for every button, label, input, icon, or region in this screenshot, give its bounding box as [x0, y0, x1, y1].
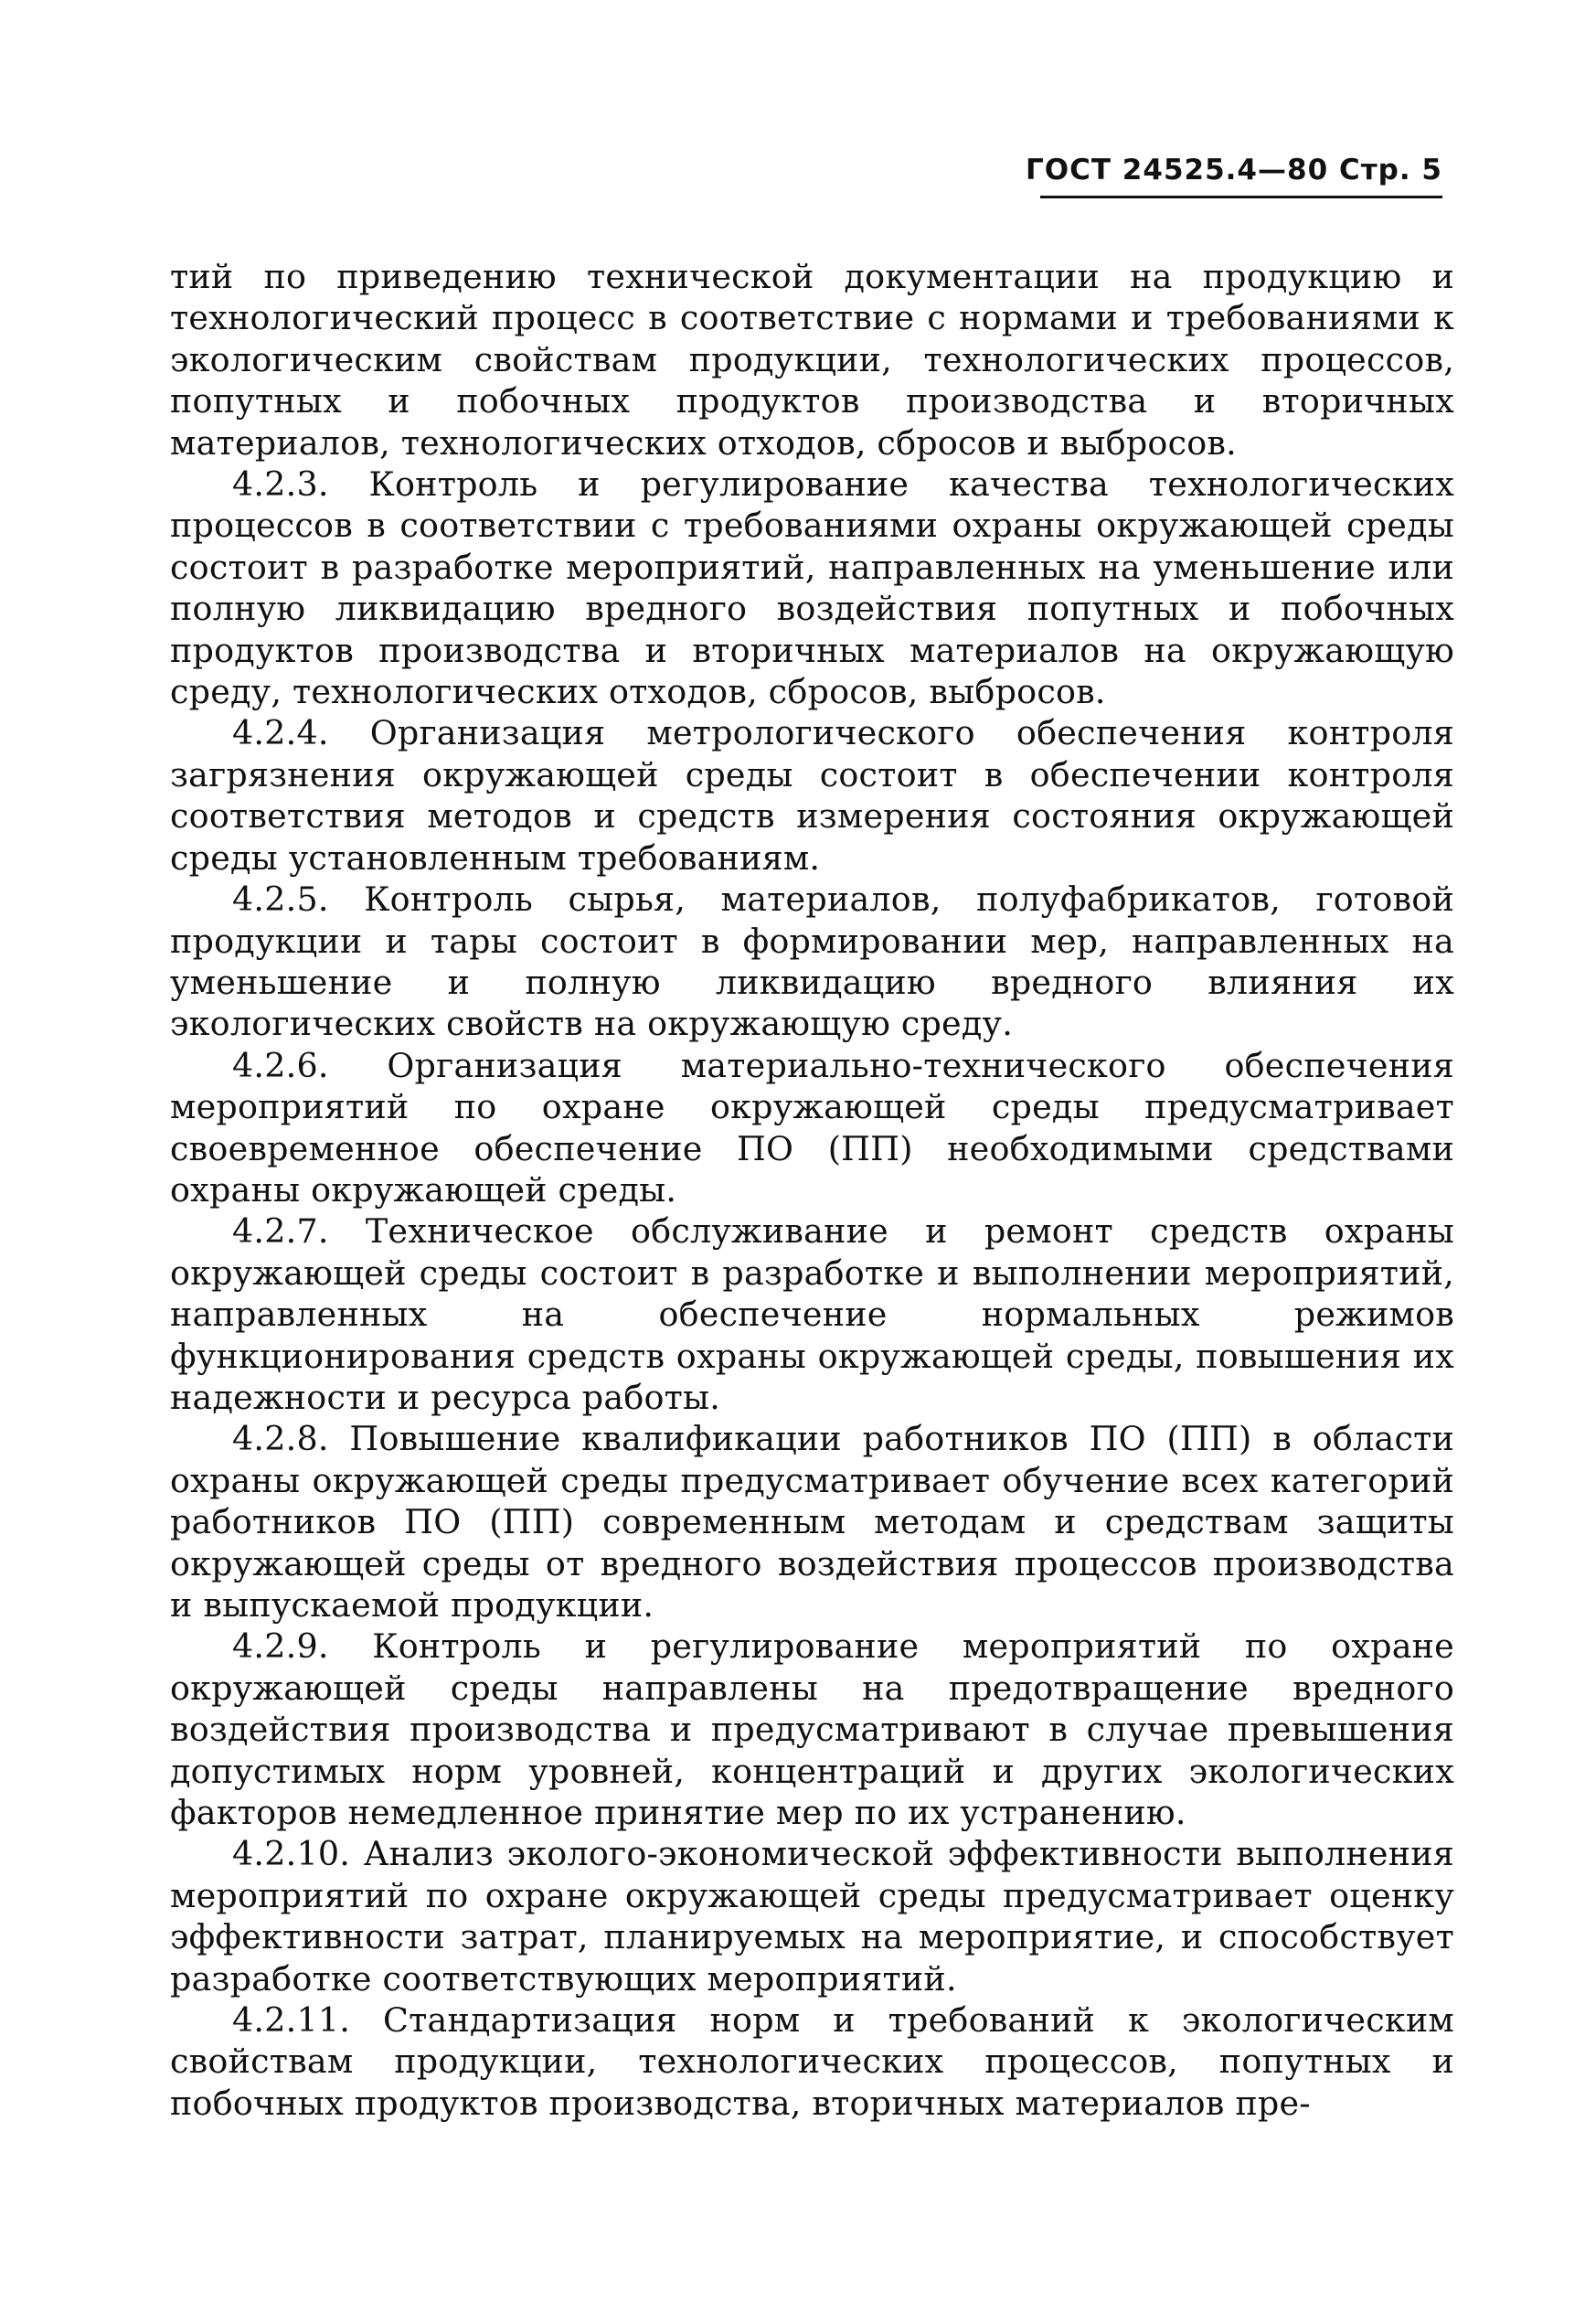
paragraph-4-2-8: 4.2.8. Повышение квалификации работников ПО (ПП) в области охраны окружающей среды предусматривает обучение всех категорий работников ПО (ПП) современным методам и средствам защиты окружающей среды от вредного воздействия процессов производства и выпускаемой продукции.: [170, 1419, 1454, 1625]
paragraph-continuation: тий по приведению технической документации на продукцию и технологический процесс в соответствие с нормами и требованиями к экологическим свойствам продукции, технологических процессов, попутных и побочных продуктов производства и вторичных материалов, технологических отходов, сбросов и выбросов.: [170, 257, 1454, 463]
page-header: [1026, 154, 1442, 198]
document-body: [170, 256, 1454, 2124]
paragraph-4-2-10: 4.2.10. Анализ эколого-экономической эффективности выполнения мероприятий по охране окружающей среды предусматривает оценку эффективности затрат, планируемых на мероприятие, и способствует разработке соответствующих мероприятий.: [170, 1834, 1454, 1999]
paragraph-4-2-6: 4.2.6. Организация материально-технического обеспечения мероприятий по охране окружающей среды предусматривает своевременное обеспечение ПО (ПП) необходимыми средствами охраны окружающей среды.: [170, 1045, 1454, 1210]
paragraph-4-2-4: 4.2.4. Организация метрологического обеспечения контроля загрязнения окружающей среды состоит в обеспечении контроля соответствия методов и средств измерения состояния окружающей среды установленным требованиям.: [170, 713, 1454, 878]
header-rule: [1040, 196, 1442, 198]
paragraph-4-2-3: 4.2.3. Контроль и регулирование качества технологических процессов в соответствии с требованиями охраны окружающей среды состоит в разработке мероприятий, направленных на уменьшение или полную ликвидацию вредного воздействия попутных и побочных продуктов производства и вторичных материалов на окружающую среду, технологических отходов, сбросов, выбросов.: [170, 464, 1454, 712]
paragraph-4-2-7: 4.2.7. Техническое обслуживание и ремонт средств охраны окружающей среды состоит в разработке и выполнении мероприятий, направленных на обеспечение нормальных режимов функционирования средств охраны окружающей среды, повышения их надежности и ресурса работы.: [170, 1211, 1454, 1417]
standard-page-reference: ГОСТ 24525.4—80 Стр. 5: [1026, 154, 1442, 187]
paragraph-4-2-5: 4.2.5. Контроль сырья, материалов, полуфабрикатов, готовой продукции и тары состоит в формировании мер, направленных на уменьшение и полную ликвидацию вредного влияния их экологических свойств на окружающую среду.: [170, 879, 1454, 1044]
paragraph-4-2-11: 4.2.11. Стандартизация норм и требований к экологическим свойствам продукции, технологических процессов, попутных и побочных продуктов производства, вторичных материалов пре-: [170, 2000, 1454, 2123]
paragraph-4-2-9: 4.2.9. Контроль и регулирование мероприятий по охране окружающей среды направлены на предотвращение вредного воздействия производства и предусматривают в случае превышения допустимых норм уровней, концентраций и других экологических факторов немедленное принятие мер по их устранению.: [170, 1626, 1454, 1833]
